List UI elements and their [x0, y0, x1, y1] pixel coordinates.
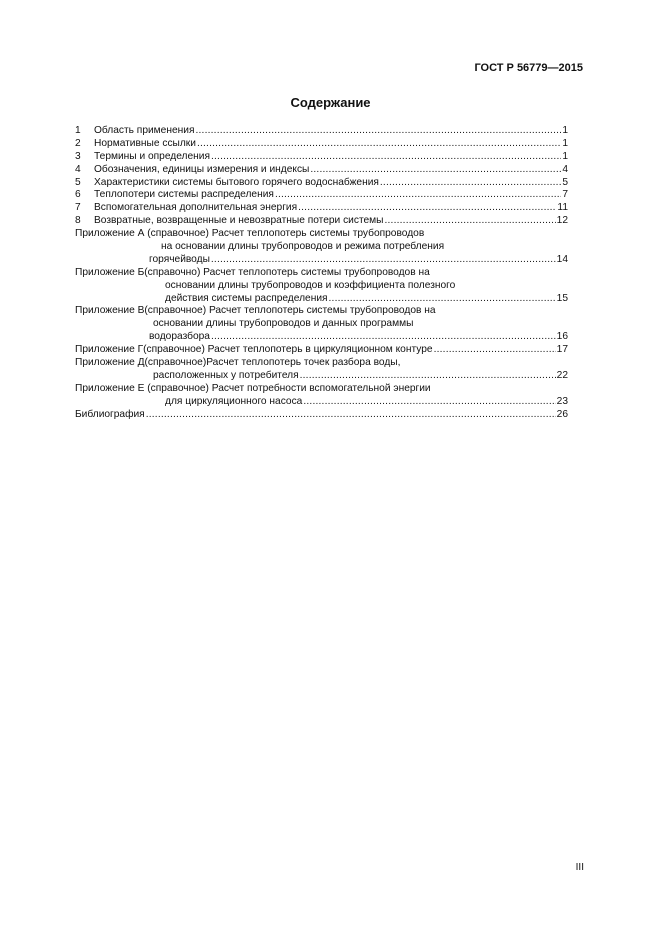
toc-entry-3[interactable] [75, 151, 568, 164]
page-title: Содержание [290, 95, 371, 110]
toc-leader [329, 293, 556, 306]
toc-appendix-line: водоразбора [149, 331, 210, 343]
toc-leader [298, 202, 556, 215]
standard-number: ГОСТ Р 56779—2015 [474, 62, 583, 74]
toc-appendix-line: горячейводы [149, 253, 210, 265]
toc-appendix-line: Приложение Е (справочное) Расчет потребности вспомогательной энергии [75, 382, 431, 394]
toc-text: Возвратные, возвращенные и невозвратные потери системы [94, 215, 384, 227]
toc-appendix-line: для циркуляционного насоса [165, 395, 303, 407]
toc-entry-7[interactable] [75, 202, 568, 215]
toc-leader [275, 189, 561, 202]
toc-leader [195, 125, 561, 138]
toc-page: 23 [556, 395, 568, 407]
toc-appendix-d[interactable] [75, 357, 568, 383]
toc-appendix-line: на основании длины трубопроводов и режима потребления [161, 241, 445, 253]
toc-appendix-line: Приложение Б(справочно) Расчет теплопотерь системы трубопроводов на [75, 266, 430, 278]
toc-entry-6[interactable] [75, 189, 568, 202]
toc-appendix-b[interactable] [75, 267, 568, 306]
toc-entry-4[interactable] [75, 164, 568, 177]
toc-entry-2[interactable] [75, 138, 568, 151]
toc-leader [211, 254, 556, 267]
toc-appendix-line: Приложение В(справочное) Расчет теплопотерь системы трубопроводов на [75, 305, 436, 317]
toc-page: 17 [556, 344, 568, 356]
toc-number: 7 [75, 202, 81, 214]
toc-number: 6 [75, 189, 81, 201]
toc-leader [434, 344, 556, 357]
toc-text: Теплопотери системы распределения [94, 189, 274, 201]
toc-page: 22 [556, 369, 568, 381]
toc-page: 16 [556, 331, 568, 343]
toc-page: 26 [556, 408, 568, 420]
toc-text: Вспомогательная дополнительная энергия [94, 202, 298, 214]
toc-bibliography[interactable] [75, 409, 568, 422]
toc-appendix-line: основании длины трубопроводов и коэффициента полезного [165, 279, 456, 291]
toc-entry-5[interactable] [75, 177, 568, 190]
toc-leader [303, 396, 555, 409]
toc-appendix-line: действия системы распределения [165, 292, 328, 304]
toc-appendix-line: Приложение Д(справочное)Расчет теплопотерь точек разбора воды, [75, 357, 401, 369]
toc-text: Термины и определения [94, 150, 210, 162]
toc-page: 5 [562, 176, 568, 188]
toc-page: 11 [557, 202, 568, 214]
toc-leader [197, 138, 561, 151]
toc-leader [146, 409, 556, 422]
toc-appendix-a[interactable] [75, 228, 568, 267]
toc-leader [211, 151, 561, 164]
toc-page: 14 [556, 253, 568, 265]
toc-appendix-e[interactable] [75, 383, 568, 409]
toc-text: Область применения [94, 125, 195, 136]
toc-number: 1 [75, 125, 81, 136]
toc-number: 2 [75, 137, 81, 149]
toc-entry-8[interactable] [75, 215, 568, 228]
toc-leader [300, 370, 556, 383]
toc-leader [211, 331, 556, 344]
toc-page: 1 [562, 137, 568, 149]
toc-appendix-line: Приложение А (справочное) Расчет теплопотерь системы трубопроводов [75, 228, 425, 240]
toc-text: Обозначения, единицы измерения и индексы [94, 163, 310, 175]
toc-appendix-line: расположенных у потребителя [153, 369, 299, 381]
toc-leader [385, 215, 556, 228]
toc-page: 12 [556, 215, 568, 227]
toc-page: 7 [562, 189, 568, 201]
toc-page: 15 [556, 292, 568, 304]
toc-appendix-line: основании длины трубопроводов и данных программы [153, 318, 414, 330]
page-number: III [575, 862, 584, 873]
toc-leader [380, 177, 561, 190]
toc-entry-1[interactable] [75, 125, 568, 138]
toc-appendix-g[interactable] [75, 344, 568, 357]
toc-page: 1 [562, 125, 568, 136]
toc-text: Нормативные ссылки [94, 137, 196, 149]
toc-text: Характеристики системы бытового горячего водоснабжения [94, 176, 379, 188]
toc-number: 8 [75, 215, 81, 227]
toc-page: 4 [562, 163, 568, 175]
toc-appendix-v[interactable] [75, 305, 568, 344]
toc-number: 4 [75, 163, 81, 175]
toc-number: 3 [75, 150, 81, 162]
toc-appendix-line: Приложение Г(справочное) Расчет теплопотерь в циркуляционном контуре [75, 344, 433, 356]
table-of-contents [75, 125, 568, 421]
toc-leader [310, 164, 561, 177]
toc-text: Библиография [75, 408, 145, 420]
toc-number: 5 [75, 176, 81, 188]
toc-page: 1 [562, 150, 568, 162]
